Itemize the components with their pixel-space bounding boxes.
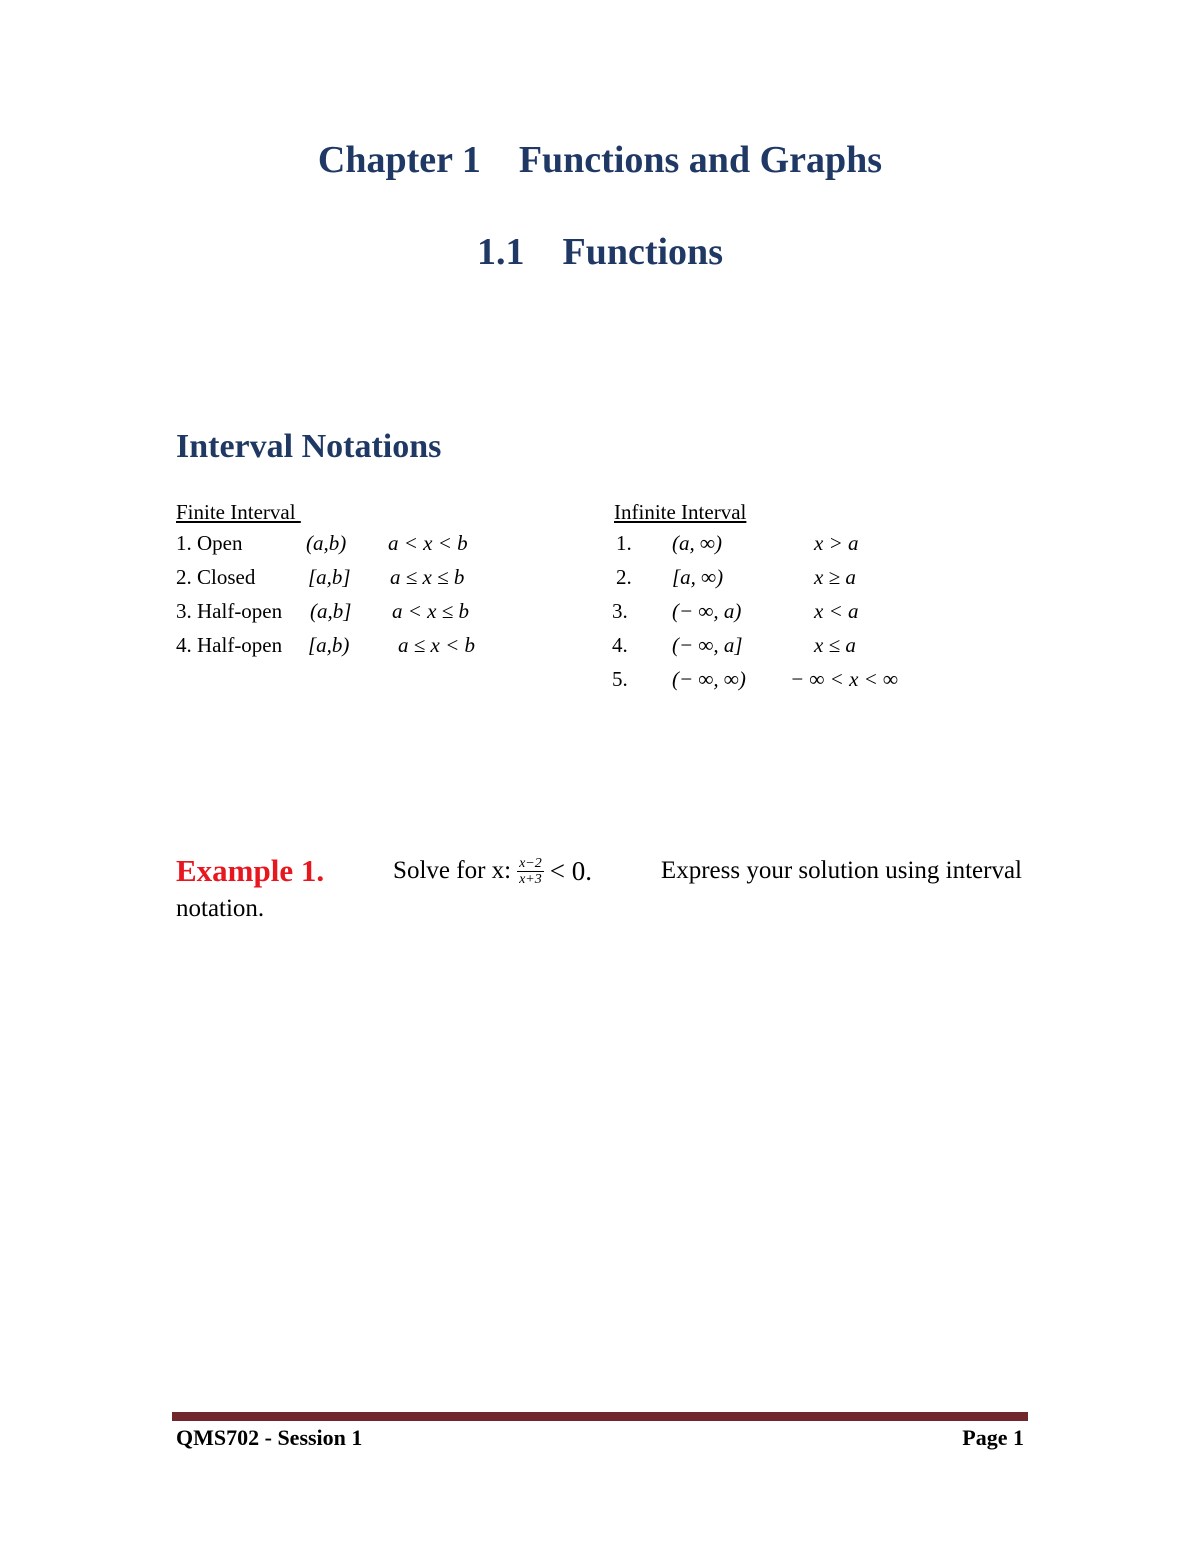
section-title: 1.1 Functions <box>477 231 723 273</box>
chapter-title: Chapter 1 Functions and Graphs <box>317 139 883 181</box>
example-text-after: Express your solution using interval <box>660 857 1022 884</box>
infinite-notation: [a, ∞) <box>672 565 724 589</box>
finite-inequality: a ≤ x ≤ b <box>390 565 465 589</box>
infinite-row <box>614 664 934 694</box>
infinite-label: 1. <box>616 531 632 555</box>
finite-row <box>176 630 576 660</box>
infinite-inequality: x < a <box>814 599 859 623</box>
infinite-inequality: x ≤ a <box>814 633 856 657</box>
footer-divider <box>172 1412 1028 1421</box>
infinite-inequality: x ≥ a <box>814 565 856 589</box>
finite-label: 1. Open <box>176 531 243 555</box>
infinite-label: 2. <box>616 565 632 589</box>
subsection-title: Interval Notations <box>176 428 442 465</box>
finite-notation: (a,b) <box>306 531 347 555</box>
infinite-notation: (a, ∞) <box>672 531 722 555</box>
infinite-label: 4. <box>612 633 628 657</box>
finite-label: 2. Closed <box>176 565 256 589</box>
infinite-notation: (− ∞, a) <box>672 599 742 623</box>
finite-inequality: a ≤ x < b <box>398 633 476 657</box>
fraction-denominator: x+3 <box>519 871 542 887</box>
fraction-numerator: x−2 <box>519 855 542 871</box>
finite-label: 4. Half-open <box>176 633 283 657</box>
example-line-2: notation. <box>176 895 265 922</box>
infinite-row <box>614 528 934 558</box>
finite-row <box>176 562 576 592</box>
infinite-label: 5. <box>612 667 628 691</box>
finite-interval-heading: Finite Interval <box>176 500 301 524</box>
finite-notation: [a,b) <box>308 633 350 657</box>
infinite-row <box>614 562 934 592</box>
infinite-inequality: − ∞ < x < ∞ <box>790 667 899 691</box>
finite-label: 3. Half-open <box>176 599 283 623</box>
example-prompt <box>393 852 592 890</box>
example-inequality: < 0. <box>549 856 592 886</box>
finite-inequality: a < x ≤ b <box>392 599 470 623</box>
finite-row <box>176 528 576 558</box>
infinite-row <box>614 596 934 626</box>
finite-inequality: a < x < b <box>388 531 468 555</box>
example-block <box>176 852 1022 928</box>
footer-page-number: Page 1 <box>962 1425 1024 1450</box>
finite-notation: (a,b] <box>310 599 352 623</box>
finite-notation: [a,b] <box>308 565 351 589</box>
example-text: Solve for x: <box>393 857 512 884</box>
infinite-notation: (− ∞, ∞) <box>672 667 746 691</box>
example-label: Example 1. <box>176 853 325 888</box>
infinite-inequality: x > a <box>814 531 859 555</box>
infinite-interval-heading: Infinite Interval <box>614 500 747 524</box>
infinite-row <box>614 630 934 660</box>
finite-row <box>176 596 576 626</box>
fraction <box>517 856 544 887</box>
example-line <box>176 852 1022 890</box>
footer-course: QMS702 - Session 1 <box>176 1425 363 1450</box>
infinite-notation: (− ∞, a] <box>672 633 743 657</box>
infinite-label: 3. <box>612 599 628 623</box>
